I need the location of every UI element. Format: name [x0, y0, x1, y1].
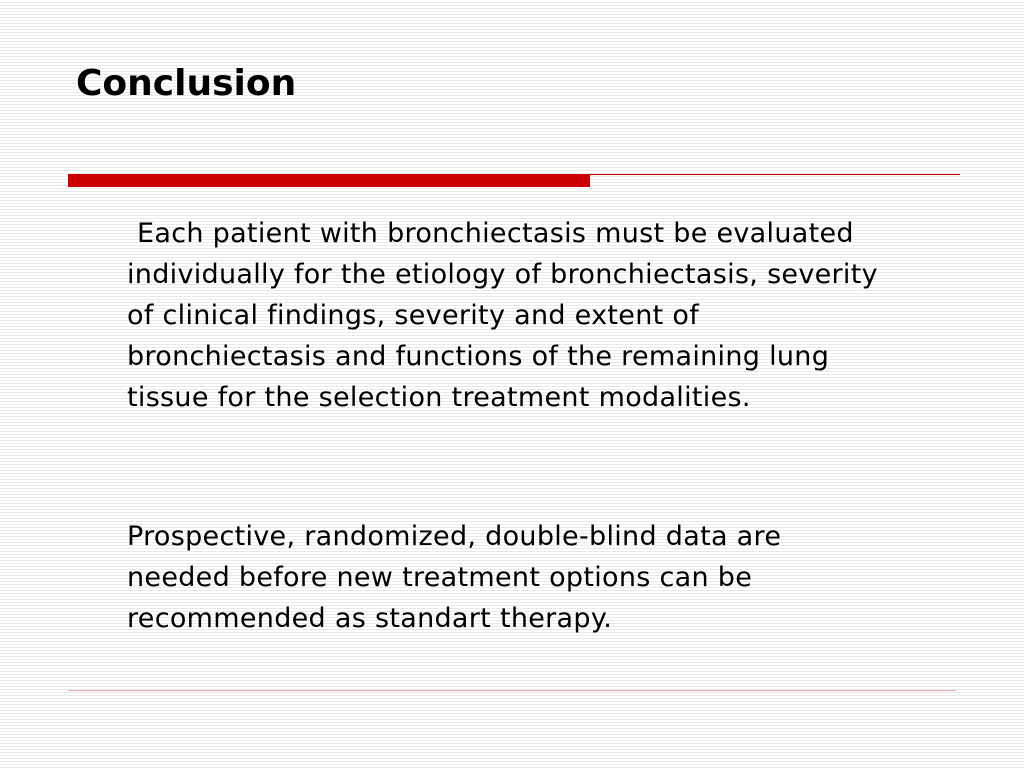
- body-paragraph-2: Prospective, randomized, double-blind data are needed before new treatment options can be recommended as standart therapy.: [127, 521, 782, 634]
- title-underline-thick: [68, 174, 590, 187]
- body-paragraph-1: Each patient with bronchiectasis must be evaluated individually for the etiology of bronchiectasis, severity of clinical findings, severity and extent of bronchiectasis and functions of the remaining lung tissue for the selection treatment modalities.: [127, 218, 878, 413]
- title-underline-thin: [590, 174, 960, 175]
- slide-title: Conclusion: [76, 63, 297, 104]
- footer-divider: [68, 690, 956, 691]
